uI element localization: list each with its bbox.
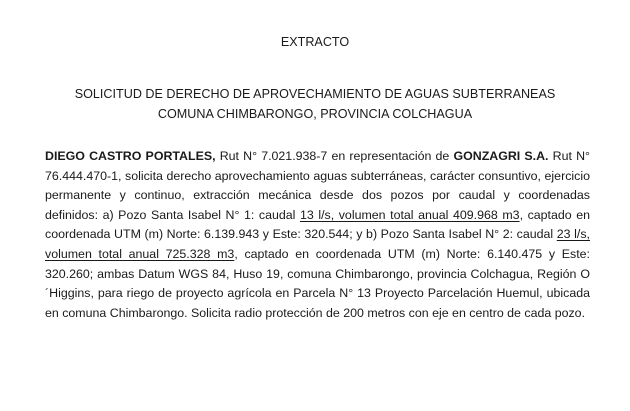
body-segment-3: , captado en coordenada UTM (m) Norte: 6.139.943 y Este: 320.544; y b) Pozo Santa Isabel N° 2: caudal xyxy=(45,207,591,242)
company-name: GONZAGRI S.A. xyxy=(453,149,549,163)
subtitle-line-2: COMUNA CHIMBARONGO, PROVINCIA COLCHAGUA xyxy=(157,107,473,121)
document-subtitle xyxy=(0,84,630,124)
subtitle-line-1: SOLICITUD DE DERECHO DE APROVECHAMIENTO DE AGUAS SUBTERRANEAS xyxy=(74,87,556,101)
extract-body-paragraph xyxy=(45,147,590,323)
body-segment-4: , captado en coordenada UTM (m) Norte: 6.140.475 y Este: 320.260; ambas Datum WGS 84, Huso 19, comuna Chimbarongo, provincia Colchagua, Región O´Higgins, para riego de proyecto agrícola en Parcela N° 13 Proyecto Parcelación Huemul, ubicada en comuna Chimbarongo. Solicita radio protección de 200 metros con eje en centro de cada pozo. xyxy=(45,246,590,320)
body-segment-1: Rut N° 7.021.938-7 en representación de xyxy=(215,149,454,163)
document-title: EXTRACTO xyxy=(280,35,350,49)
well-2-flow: 23 l/s, volumen total anual 725.328 m3 xyxy=(45,227,590,261)
body-segment-2: Rut N° 76.444.470-1, solicita derecho aprovechamiento aguas subterráneas, carácter consuntivo, ejercicio permanente y continuo, extracción mecánica desde dos pozos por caudal y coordenadas definidos: a) Pozo Santa Isabel N° 1: caudal xyxy=(45,149,590,222)
well-1-flow: 13 l/s, volumen total anual 409.968 m3 xyxy=(300,207,520,222)
applicant-name: DIEGO CASTRO PORTALES, xyxy=(45,149,216,163)
